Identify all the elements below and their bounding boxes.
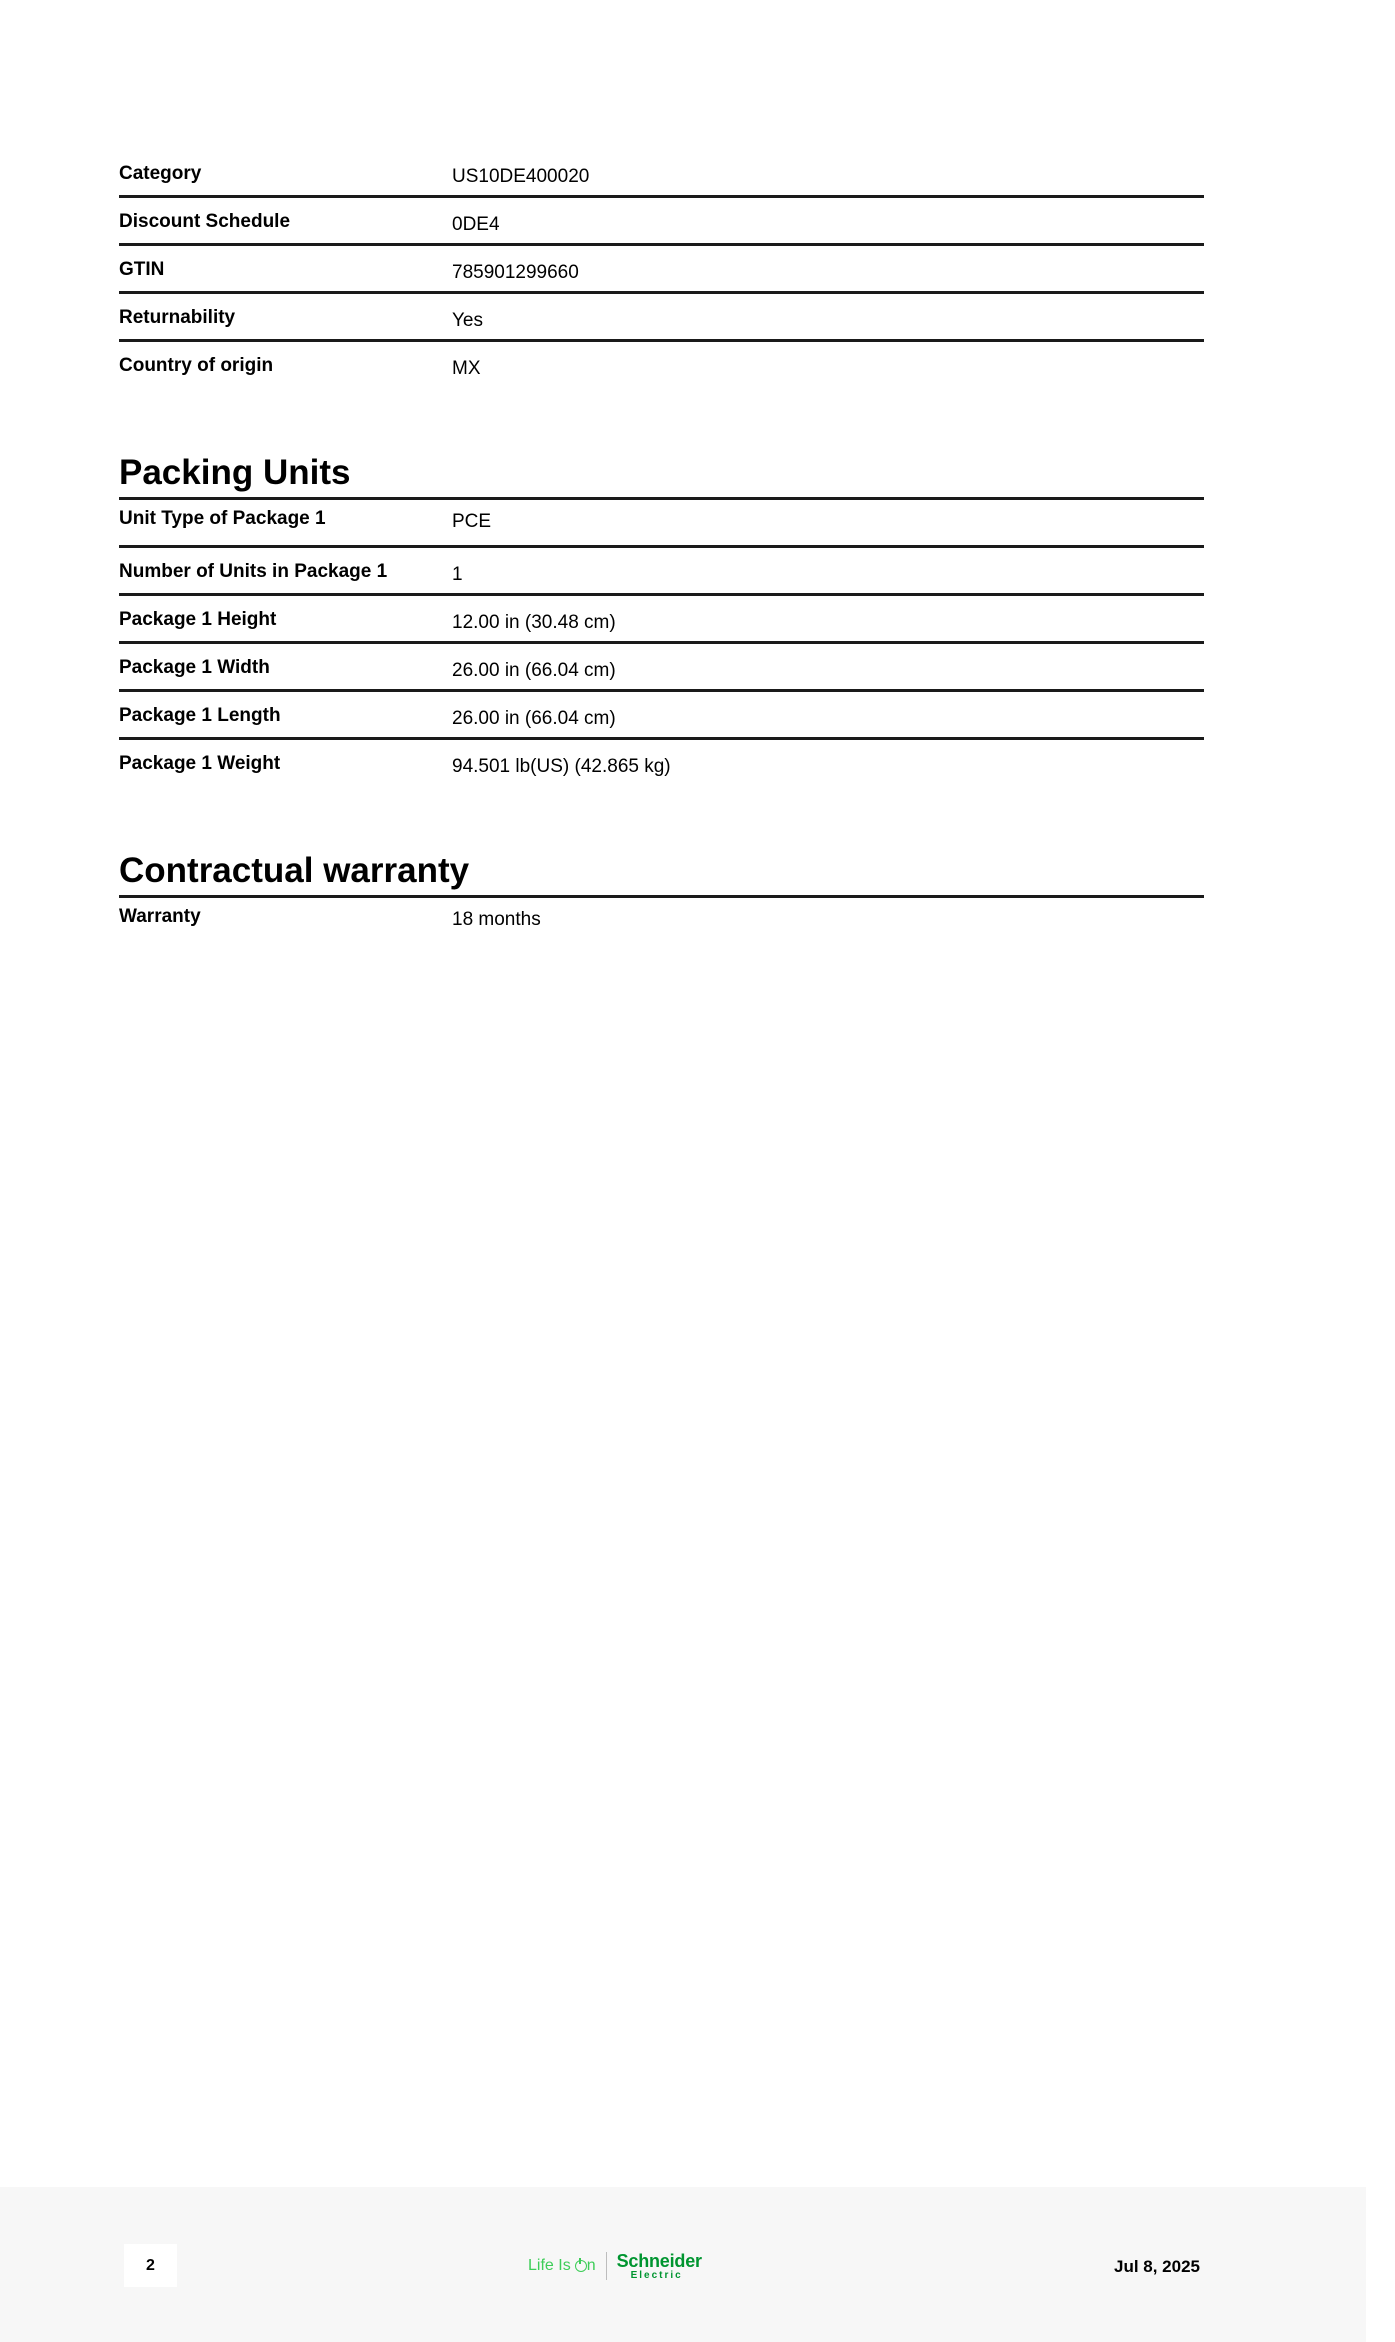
general-info-table: [119, 150, 1204, 390]
life-is-on-tagline: [528, 2257, 596, 2275]
table-row: [119, 198, 1204, 246]
row-value: 26.00 in (66.04 cm): [452, 708, 616, 729]
table-row: [119, 246, 1204, 294]
row-label: Category: [119, 163, 202, 184]
brand-divider: [606, 2252, 607, 2280]
table-row: [119, 644, 1204, 692]
row-label: Unit Type of Package 1: [119, 508, 326, 529]
row-label: Number of Units in Package 1: [119, 561, 388, 582]
tagline-prefix: Life Is: [528, 2257, 571, 2274]
row-label: Country of origin: [119, 355, 274, 376]
schneider-electric-logo: [617, 2252, 702, 2281]
table-row: [119, 596, 1204, 644]
logo-brand-sub: Electric: [630, 2269, 683, 2281]
row-value: MX: [452, 358, 481, 379]
row-label: Discount Schedule: [119, 211, 291, 232]
table-row: [119, 294, 1204, 342]
row-label: Package 1 Width: [119, 657, 270, 678]
logo-brand-name: Schneider: [616, 2250, 702, 2271]
page-footer: [0, 2187, 1366, 2342]
row-value: 785901299660: [452, 262, 579, 283]
row-value: 18 months: [452, 909, 541, 930]
packing-units-section: [119, 453, 1204, 788]
row-value: PCE: [452, 511, 492, 532]
contractual-warranty-section: [119, 851, 1204, 946]
table-row: [119, 740, 1204, 788]
section-title: Contractual warranty: [119, 851, 1204, 898]
row-label: Package 1 Height: [119, 609, 277, 630]
document-date: Jul 8, 2025: [1114, 2257, 1201, 2276]
table-row: [119, 898, 1204, 946]
page-number: 2: [124, 2244, 177, 2287]
table-row: [119, 692, 1204, 740]
datasheet-content: [119, 150, 1204, 946]
row-value: 1: [452, 564, 463, 585]
section-title: Packing Units: [119, 453, 1204, 500]
row-value: 0DE4: [452, 214, 500, 235]
row-label: Returnability: [119, 307, 236, 328]
row-label: Package 1 Weight: [119, 753, 281, 774]
row-value: US10DE400020: [452, 166, 590, 187]
table-row: [119, 500, 1204, 548]
tagline-suffix: n: [586, 2257, 596, 2274]
row-value: 12.00 in (30.48 cm): [452, 612, 616, 633]
row-value: 26.00 in (66.04 cm): [452, 660, 616, 681]
power-icon: [575, 2260, 587, 2272]
brand-logo: [528, 2250, 702, 2282]
row-value: Yes: [452, 310, 483, 331]
table-row: [119, 342, 1204, 390]
table-row: [119, 548, 1204, 596]
row-label: Package 1 Length: [119, 705, 281, 726]
row-value: 94.501 lb(US) (42.865 kg): [452, 756, 671, 777]
row-label: GTIN: [119, 259, 165, 280]
row-label: Warranty: [119, 906, 201, 927]
table-row: [119, 150, 1204, 198]
